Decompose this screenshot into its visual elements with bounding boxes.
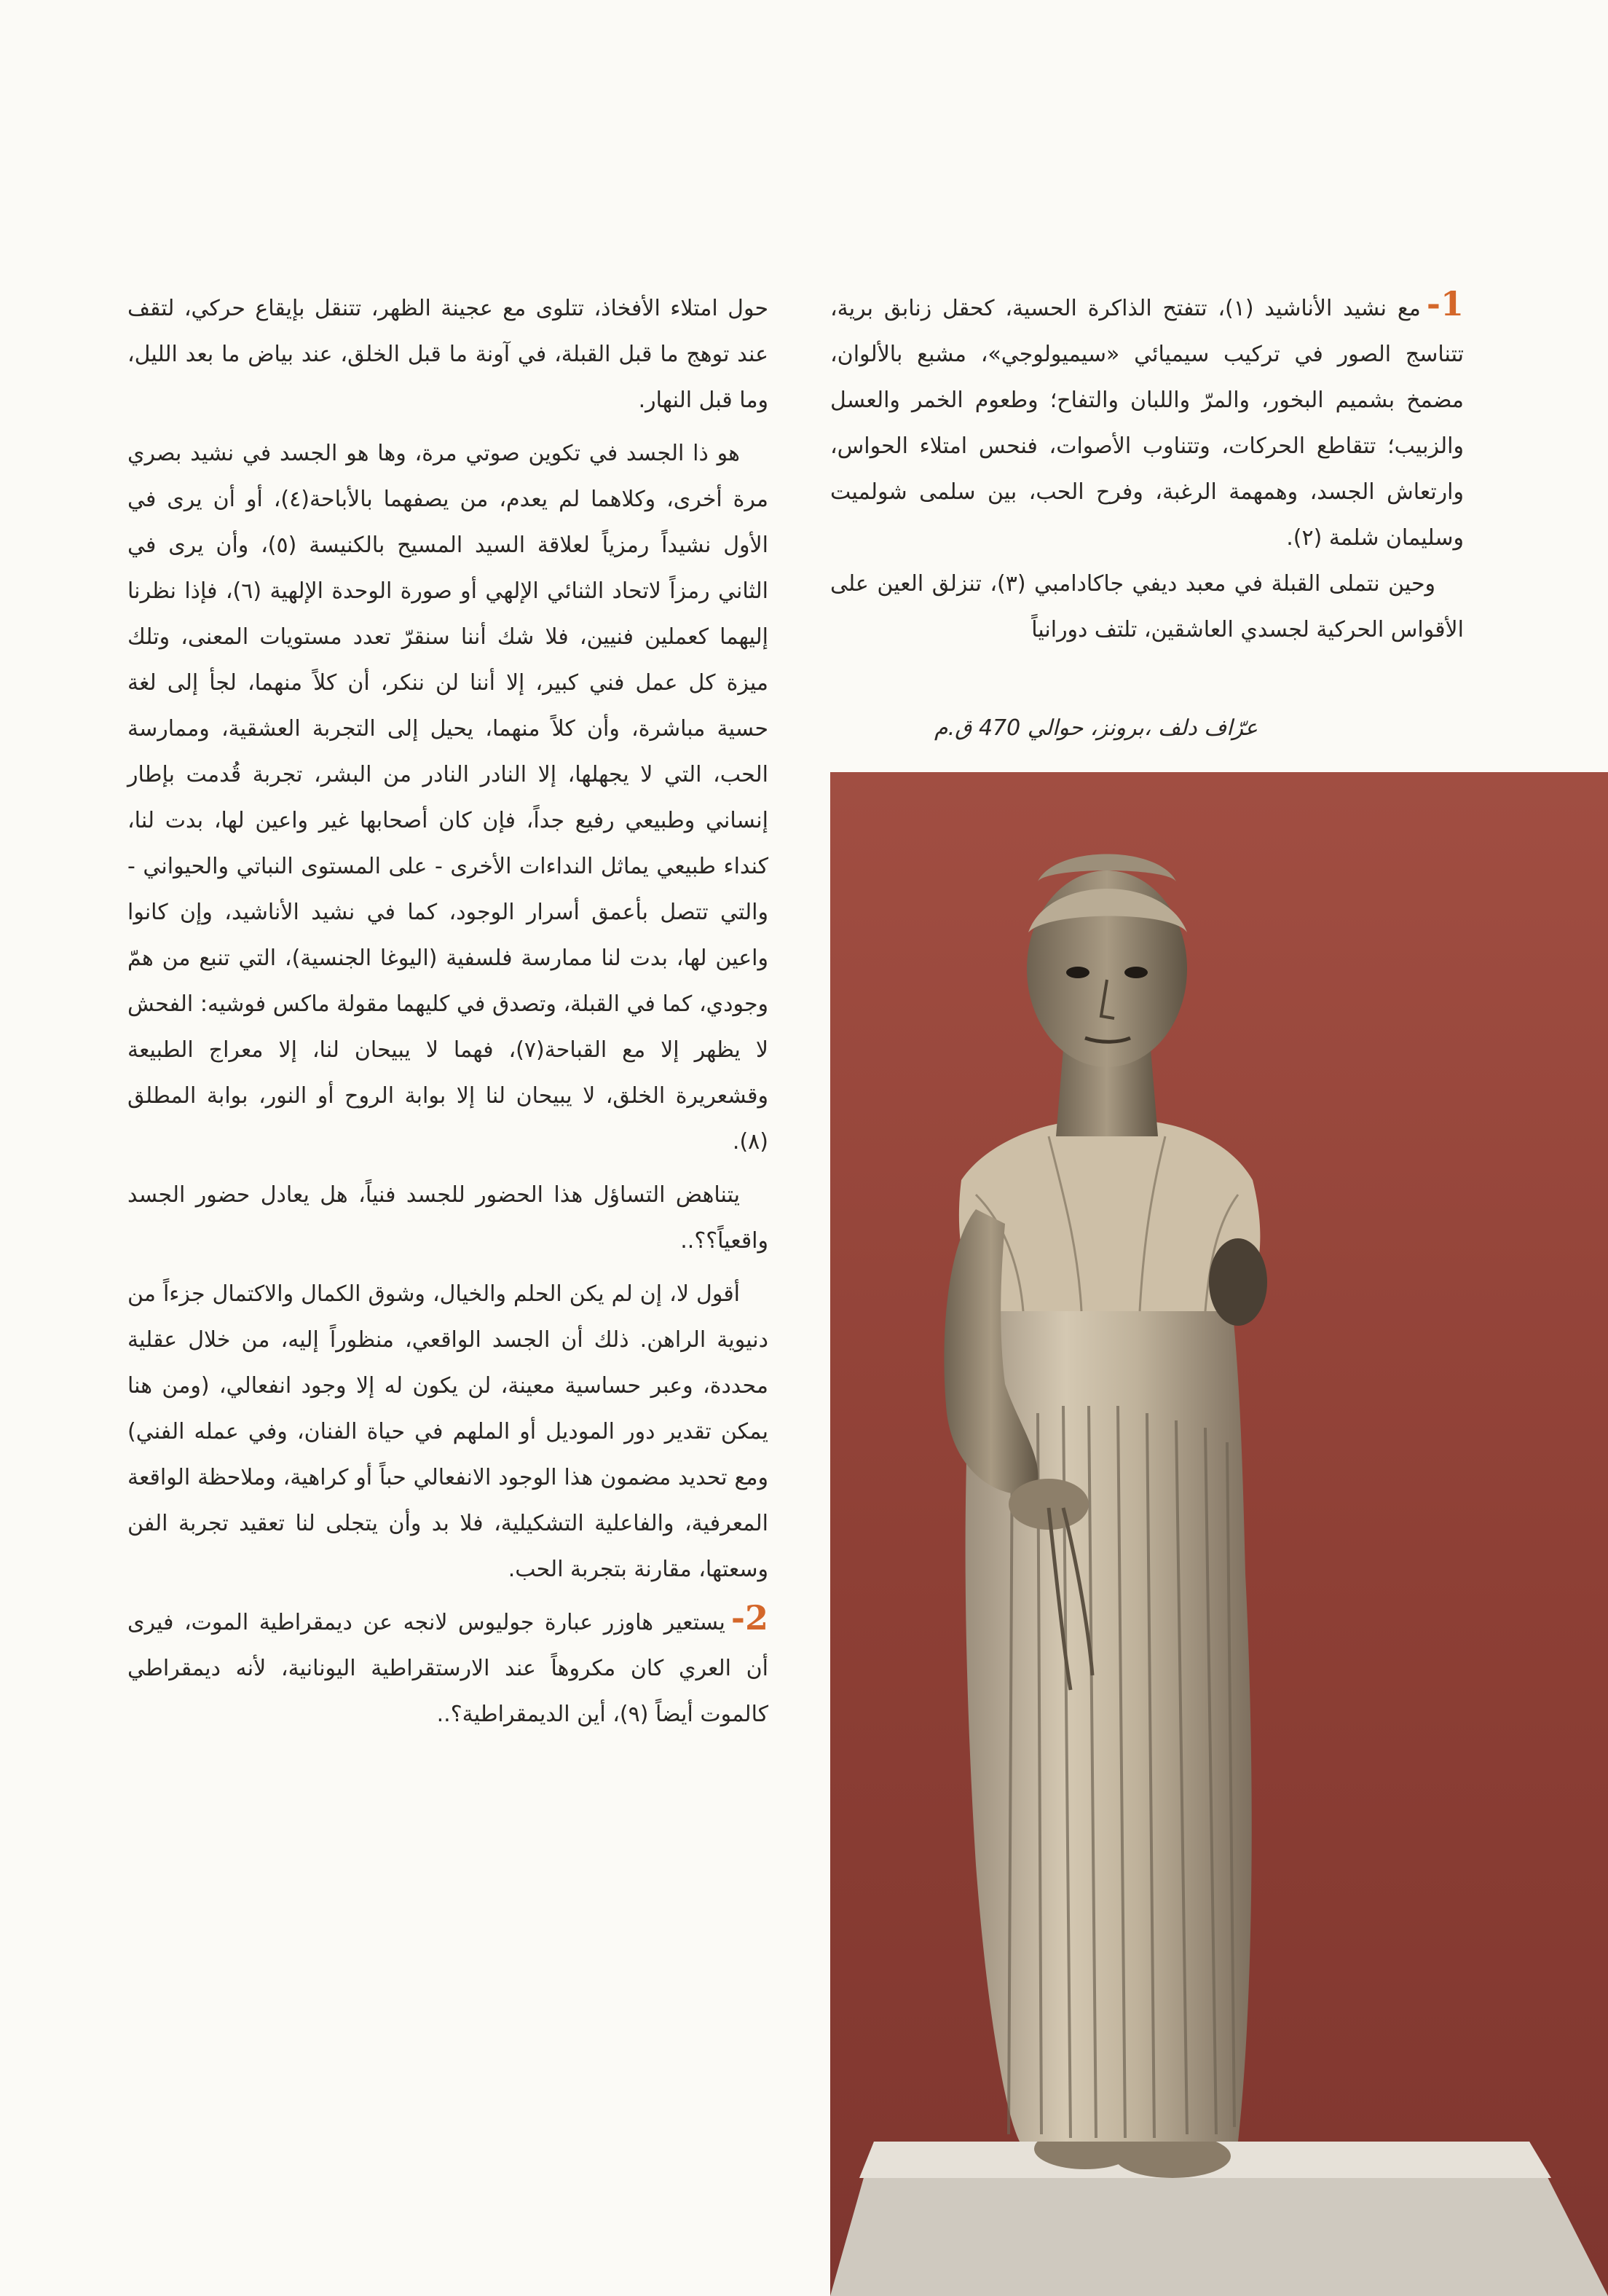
left-paragraph-2: هو ذا الجسد في تكوين صوتي مرة، وها هو الجسد في نشيد بصري مرة أخرى، وكلاهما لم يعدم، من يصفهما بالأباحة(٤)، أو أن يرى في الأول نشيداً رمزياً لعلاقة السيد المسيح بالكنيسة (٥)، وأن يرى في الثاني رمزاً لاتحاد الثنائي الإلهي أو صورة الوحدة الإلهية (٦)، فإذا نظرنا إليهما كعملين فنيين، فلا شك أننا سنقرّ تعدد مستويات المعنى، وتلك ميزة كل عمل فني كبير، إلا أننا لن ننكر، أن كلاً منهما، لجأ إلى لغة حسية مباشرة، وأن كلاً منهما، يحيل إلى التجربة العشقية، وممارسة الحب، التي لا يجهلها، إلا النادر النادر من البشر، تجربة قُدمت بإطار إنساني وطبيعي رفيع جداً، فإن كان أصحابها غير واعين لها، بدت لنا، كنداء طبيعي يماثل النداءات الأخرى - على المستوى النباتي والحيواني - والتي تتصل بأعمق أسرار الوجود، كما في نشيد الأناشيد، وإن كانوا واعين لها، بدت لنا ممارسة فلسفية (اليوغا الجنسية)، التي تنبع من همّ وجودي، كما في القبلة، وتصدق في كليهما مقولة ماكس فوشيه: الفحش لا يظهر إلا مع القباحة(٧)، فهما لا يبيحان لنا، إلا معراج الطبيعة وقشعريرة الخلق، لا يبيحان لنا إلا بوابة الروح أو النور، بوابة المطلق (٨). xyxy=(127,441,768,1155)
section-1-paragraph xyxy=(830,286,1464,561)
statue-caption: عرّاف دلف ،برونز، حوالي 470 ق.م xyxy=(934,715,1258,741)
left-paragraph-3: يتناهض التساؤل هذا الحضور للجسد فنياً، هل يعادل حضور الجسد واقعياً؟؟.. xyxy=(127,1182,768,1254)
statue-illustration xyxy=(830,772,1608,2296)
statue-broken-arm xyxy=(1209,1238,1267,1326)
left-paragraph-4: أقول لا، إن لم يكن الحلم والخيال، وشوق الكمال والاكتمال جزءاً من دنيوية الراهن. ذلك أن الجسد الواقعي، منظوراً إليه، من خلال عقلية محددة، وعبر حساسية معينة، لن يكون له إلا وجود انفعالي، (ومن هنا يمكن تقدير دور الموديل أو الملهم في حياة الفنان، وفي عمله الفني) ومع تحديد مضمون هذا الوجود الانفعالي حباً أو كراهية، وملاحظة الواقعة المعرفية، والفاعلية التشكيلية، فلا بد وأن يتجلى لنا تعقيد تجربة الفن وسعتها، مقارنة بتجربة الحب. xyxy=(127,1281,768,1582)
right-column xyxy=(830,286,1464,653)
section-1-number: 1- xyxy=(1426,284,1464,323)
section-1-text: مع نشيد الأناشيد (١)، تتفتح الذاكرة الحسية، كحقل زنابق برية، تتناسج الصور في تركيب سيميائي «سيميولوجي»، مشبع بالألوان، مضمخ بشميم البخور، والمرّ واللبان والتفاح؛ وطعوم الخمر والعسل والزبيب؛ تتقاطع الحركات، وتتناوب الأصوات، فنحس امتلاء الحواس، وارتعاش الجسد، وهمهمة الرغبة، وفرح الحب، بين سلمى شولميت وسليمان شلمة (٢). xyxy=(830,296,1464,551)
statue-right-eye xyxy=(1124,967,1148,978)
left-column xyxy=(127,286,768,1737)
section-2-number: 2- xyxy=(730,1598,768,1638)
charioteer-statue-photo xyxy=(830,772,1608,2296)
statue-left-eye xyxy=(1066,967,1089,978)
section-2-text: يستعير هاوزر عبارة جوليوس لانجه عن ديمقراطية الموت، فيرى أن العري كان مكروهاً عند الارستقراطية اليونانية، لأنه ديمقراطي كالموت أيضاً (٩)، أين الديمقراطية؟.. xyxy=(127,1610,768,1727)
section-2-paragraph xyxy=(127,1600,768,1737)
left-paragraph-1: حول امتلاء الأفخاذ، تتلوى مع عجينة الظهر، تتنقل بإيقاع حركي، لتقف عند توهج ما قبل القبلة، في آونة ما قبل الخلق، عند بياض ما بعد الليل، وما قبل النهار. xyxy=(127,296,768,413)
temple-kiss-paragraph: وحين نتملى القبلة في معبد ديفي جاكادامبي (٣)، تنزلق العين على الأقواس الحركية لجسدي العاشقين، تلتف دورانياً xyxy=(830,571,1464,642)
